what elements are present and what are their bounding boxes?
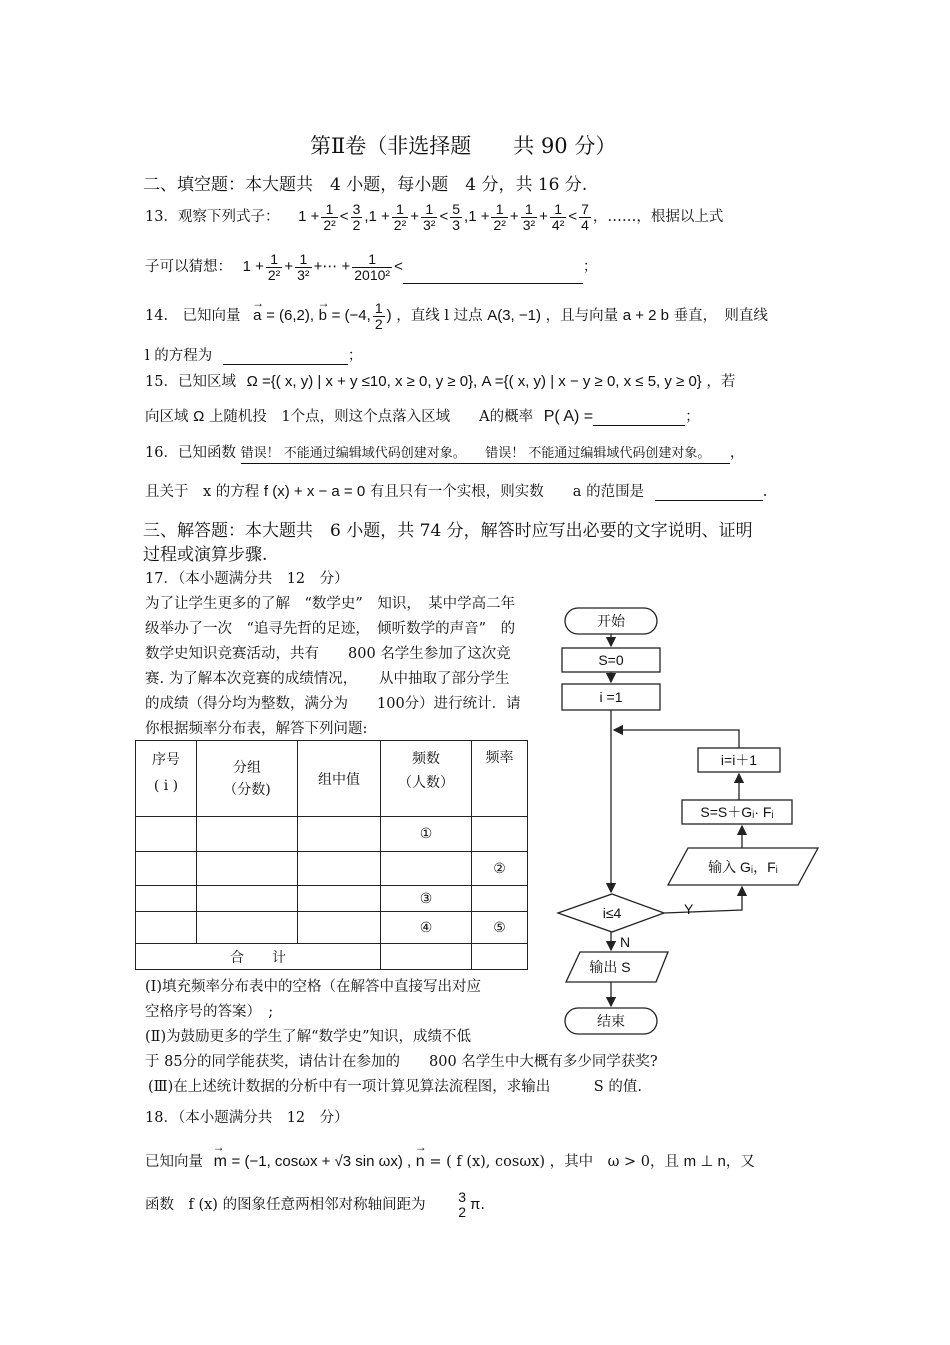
q13-one2: 1 + (242, 258, 264, 275)
q13-frac-a: $\frac{1}{\text{2²}}$ (323, 200, 336, 233)
q13-plus: + (410, 208, 420, 225)
q13-lt: < (339, 208, 349, 225)
q18-l1c: = ( f (x), cosωx) ，其中 ω > 0，且 (429, 1154, 679, 1170)
section3-heading1: 三、解答题：本大题共 6 小题，共 74 分，解答时应写出必要的文字说明、证明 (143, 521, 753, 541)
frequency-table (135, 740, 528, 970)
inc-text: i=i＋1 (720, 752, 758, 768)
q13-comma: ,1 + (364, 208, 390, 225)
q16-answer-blank[interactable] (655, 500, 763, 501)
page-title: 第Ⅱ卷（非选择题 共 90 分） (310, 134, 617, 158)
q13-lt3: < (568, 208, 578, 225)
header-seq: 序号 ( i ) (136, 741, 197, 817)
q18-label: 18．（本小题满分共 12 分） (145, 1110, 349, 1126)
q16-end: . (762, 484, 768, 500)
q15-omega: Ω (193, 408, 205, 425)
cond-text: i≤4 (602, 905, 622, 921)
q18-perp: m ⊥ n (683, 1153, 726, 1170)
q13-guess: 子可以猜想： (145, 259, 232, 275)
q15-end: ； (685, 409, 700, 425)
q17-p2: 级举办了一次 “追寻先哲的足迹， 倾听数学的声音” 的 (145, 621, 516, 637)
q13-frac-d: $\frac{1}{\text{3²}}$ (423, 200, 436, 233)
q15-sets: Ω ={( x, y) | x + y ≤10, x ≥ 0, y ≥ 0}, A ={( x, y) | x − y ≥ 0, x ≤ 5, y ≥ 0} (246, 373, 702, 390)
q13-plus3: + (539, 208, 548, 225)
q16-line2 (145, 480, 767, 501)
q13-frac-g: $\frac{1}{\text{3²}}$ (522, 200, 536, 233)
q13-frac-j: $\frac{1}{\text{2²}}$ (267, 250, 281, 283)
table-row (136, 886, 528, 912)
q14-answer-blank[interactable] (223, 364, 348, 365)
q13-label: 13．观察下列式子： (145, 209, 280, 225)
q15-line1 (145, 370, 735, 391)
arrow-yes (664, 887, 742, 913)
q13-line2 (145, 250, 597, 284)
q18-pi: π (469, 1196, 481, 1213)
q16-err2: 错误！ 不能通过编辑域代码创建对象。 (485, 446, 704, 461)
q17-s2b: 于 85分的同学能获奖，请估计在参加的 800 名学生中大概有多少同学获奖? (145, 1054, 658, 1070)
q16-line2a: 且关于 x 的方程 (145, 484, 260, 500)
q13-frac-l: $\frac{1}{\text{2010²}}$ (354, 250, 391, 283)
cell-blank-2: ② (472, 852, 528, 886)
q17-s2a: (Ⅱ)为鼓励更多的学生了解“数学史”知识，成绩不低 (145, 1029, 471, 1045)
q17-label: 17．（本小题满分共 12 分） (145, 571, 349, 587)
q14-mid2: ，且与向量 (545, 308, 619, 324)
q13-frac-c: $\frac{1}{\text{2²}}$ (393, 200, 407, 233)
q13-plus4: + (284, 258, 294, 275)
q14-line2 (145, 344, 362, 365)
header-mid: 组中值 (298, 741, 381, 817)
q13-comma2: ,1 + (464, 208, 490, 225)
q17-s1b: 空格序号的答案） ; (145, 1004, 274, 1020)
cell-blank-5: ⑤ (472, 912, 528, 944)
algorithm-flowchart (550, 600, 830, 1050)
cell-blank-1: ① (381, 817, 472, 852)
q13-frac-b: $\frac{3}{2}$ (352, 200, 361, 233)
table-row (136, 912, 528, 944)
q17-p6: 你根据频率分布表，解答下列问题: (145, 721, 368, 737)
q16-label: 16．已知函数 (145, 445, 236, 461)
arrow-loop (614, 730, 739, 748)
sum-text: S=S＋Gᵢ· Fᵢ (700, 804, 774, 820)
input-text: 输入 Gᵢ，Fᵢ (708, 859, 778, 875)
q18-l1b: = (−1, cosωx + √3 sin ωx) , (231, 1153, 412, 1170)
q13-plus2: + (509, 208, 519, 225)
q13-frac-k: $\frac{1}{\text{3²}}$ (297, 250, 310, 283)
q13-line1 (145, 200, 723, 234)
q17-p1: 为了让学生更多的了解 “数学史” 知识， 某中学高二年 (145, 596, 516, 612)
cell-total: 合 计 (136, 944, 381, 970)
q18-l1a: 已知向量 (145, 1154, 203, 1170)
q14-line1 (145, 298, 768, 334)
header-freq: 频率 (472, 741, 528, 817)
s0-text: S=0 (598, 652, 624, 668)
table-row (136, 817, 528, 852)
q17-p5: 的成绩（得分均为整数，满分为 100分）进行统计．请 (145, 696, 521, 712)
q15-answer-blank[interactable] (593, 425, 685, 426)
q17-p4: 赛. 为了解本次竞赛的成绩情况， 从中抽取了部分学生 (145, 671, 510, 687)
q18-line1 (145, 1150, 755, 1171)
q13-frac-f: $\frac{1}{\text{2²}}$ (493, 200, 506, 233)
q18-vector-n: → n (416, 1153, 425, 1171)
q15-tail: ，若 (706, 374, 736, 390)
end-text: 结束 (597, 1013, 625, 1029)
q18-frac: 3 2 (458, 1189, 466, 1220)
q18-line2 (145, 1185, 485, 1225)
q17-s3: (Ⅲ)在上述统计数据的分析中有一项计算见算法流程图，求输出 S 的值. (148, 1079, 642, 1095)
q13-one: 1 + (298, 208, 320, 225)
cell-blank-3: ③ (381, 886, 472, 912)
output-text: 输出 S (589, 959, 631, 975)
i1-text: i =1 (599, 689, 623, 705)
table-total-row (136, 944, 528, 970)
header-count: 频数 （人数） (381, 741, 472, 817)
q15-line2 (145, 405, 700, 426)
no-label: N (620, 934, 631, 950)
q14-eq-a: = (6,2), (266, 307, 315, 324)
q16-eq: f (x) + x − a = 0 (263, 483, 366, 500)
section2-heading: 二、填空题：本大题共 4 小题，每小题 4 分，共 16 分. (143, 175, 588, 195)
q13-tail: ，……，根据以上式 (592, 209, 724, 225)
q16-errors (241, 446, 730, 464)
yes-label: Y (684, 901, 694, 917)
cell-blank-4: ④ (381, 912, 472, 944)
q13-dots: +⋯ + (313, 258, 351, 275)
q13-answer-blank[interactable] (403, 283, 583, 284)
q14-semicolon: ； (347, 348, 363, 364)
q15-pa: P( A) = (543, 408, 594, 425)
start-text: 开始 (597, 613, 625, 629)
q14-line2-text: l 的方程为 (145, 348, 213, 364)
q15-label: 15．已知区域 (145, 374, 236, 390)
q14-vector-a: → a (253, 298, 261, 334)
q18-end: . (480, 1197, 485, 1213)
q14-point: A(3, −1) (487, 307, 541, 324)
q14-end: 垂直， 则直线 (673, 308, 768, 324)
q16-err1: 错误！ 不能通过编辑域代码创建对象。 (240, 446, 460, 461)
q13-lt2: < (439, 208, 449, 225)
q14-label: 14. 已知向量 (145, 308, 241, 324)
q13-frac-e: $\frac{5}{3}$ (452, 200, 461, 233)
q16-line2b: 有且只有一个实根，则实数 a 的范围是 (369, 484, 645, 500)
q18-vector-m: → m (214, 1153, 227, 1171)
q14-vector-b: → b (319, 298, 327, 334)
q16-comma: ， (729, 445, 745, 461)
table-row (136, 852, 528, 886)
q14-eq-b: = (−4, (331, 307, 371, 324)
q13-lt4: < (394, 258, 403, 275)
table-header-row (136, 741, 528, 817)
header-group: 分组 （分数) (197, 741, 298, 817)
q14-mid: ，直线 l 过点 (396, 308, 483, 324)
q14-close: ) (386, 307, 392, 324)
q13-frac-h: $\frac{1}{\text{4²}}$ (551, 200, 565, 233)
q17-s1a: (Ⅰ)填充频率分布表中的空格（在解答中直接写出对应 (145, 979, 482, 995)
q17-p3: 数学史知识竞赛活动，共有 800 名学生参加了这次竞 (145, 646, 511, 662)
section3-heading2: 过程或演算步骤. (143, 545, 268, 565)
q18-l1d: ，又 (725, 1154, 755, 1170)
q13-end: ； (582, 259, 598, 275)
q18-l2a: 函数 f (x) 的图象任意两相邻对称轴间距为 (145, 1197, 426, 1213)
q16-line1 (145, 441, 744, 462)
q15-line2b: 上随机投 1个点，则这个点落入区域 A的概率 (208, 409, 534, 425)
q14-half: $\frac{1}{2}$ (374, 299, 383, 332)
q13-frac-i: $\frac{7}{4}$ (581, 200, 589, 233)
q14-expr: a + 2 b (622, 307, 669, 324)
q15-line2a: 向区域 (145, 409, 189, 425)
